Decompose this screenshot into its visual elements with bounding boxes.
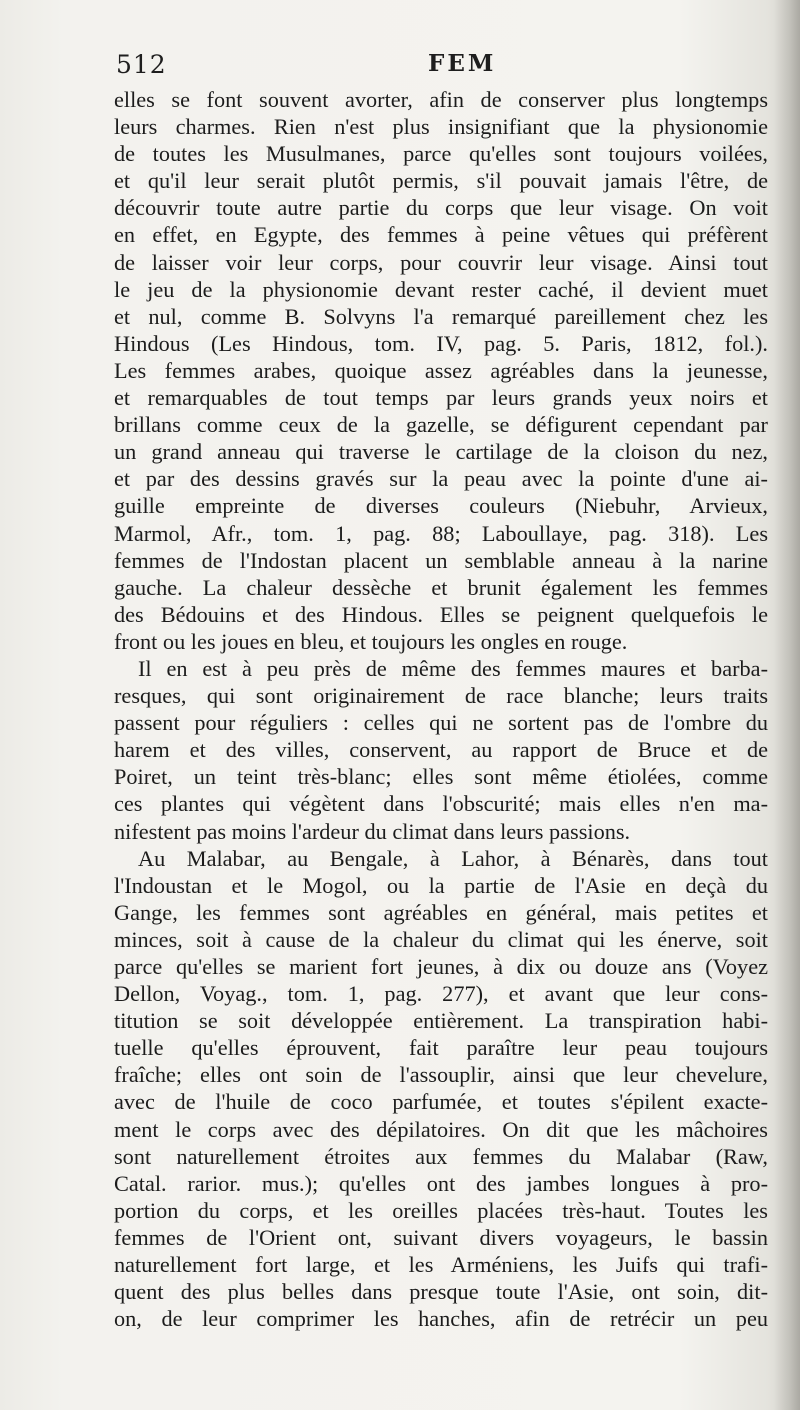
page-edge-shadow bbox=[774, 0, 800, 1410]
text-line: Il en est à peu près de même des femmes maures et barba- bbox=[138, 655, 768, 681]
text-line: front ou les joues en bleu, et toujours les ongles en rouge. bbox=[114, 628, 628, 654]
text-line: le jeu de la physionomie devant rester caché, il devient muet bbox=[114, 276, 768, 302]
text-line: tuelle qu'elles éprouvent, fait paraître leur peau toujours bbox=[114, 1035, 768, 1061]
text-line: titution se soit développée entièrement. La transpiration habi- bbox=[114, 1008, 768, 1034]
text-line: Les femmes arabes, quoique assez agréables dans la jeunesse, bbox=[114, 357, 768, 383]
text-line: brillans comme ceux de la gazelle, se défigurent cependant par bbox=[114, 412, 768, 438]
text-line: en effet, en Egypte, des femmes à peine vêtues qui préfèrent bbox=[114, 222, 768, 248]
text-line: et qu'il leur serait plutôt permis, s'il pouvait jamais l'être, de bbox=[114, 168, 768, 194]
page-header bbox=[116, 50, 766, 90]
text-line: portion du corps, et les oreilles placées très-haut. Toutes les bbox=[114, 1197, 768, 1223]
text-line: harem et des villes, conservent, au rapport de Bruce et de bbox=[114, 737, 768, 763]
text-line: gauche. La chaleur dessèche et brunit également les femmes bbox=[114, 574, 768, 600]
text-line: et remarquables de tout temps par leurs grands yeux noirs et bbox=[114, 385, 768, 411]
text-line: elles se font souvent avorter, afin de conserver plus longtemps bbox=[114, 87, 768, 112]
text-line: minces, soit à cause de la chaleur du climat qui les énerve, soit bbox=[114, 926, 768, 952]
text-line: naturellement fort large, et les Arméniens, les Juifs qui trafi- bbox=[114, 1252, 768, 1278]
text-line: et par des dessins gravés sur la peau avec la pointe d'une ai- bbox=[114, 466, 768, 492]
text-line: sont naturellement étroites aux femmes du Malabar (Raw, bbox=[114, 1143, 768, 1169]
text-line: de toutes les Musulmanes, parce qu'elles sont toujours voilées, bbox=[114, 141, 768, 167]
text-line: découvrir toute autre partie du corps que leur visage. On voit bbox=[114, 195, 768, 221]
text-line: Catal. rarior. mus.); qu'elles ont des jambes longues à pro- bbox=[114, 1170, 768, 1196]
text-line: resques, qui sont originairement de race blanche; leurs traits bbox=[114, 683, 768, 709]
text-line: guille empreinte de diverses couleurs (Niebuhr, Arvieux, bbox=[114, 493, 768, 519]
text-line: ment le corps avec des dépilatoires. On dit que les mâchoires bbox=[114, 1116, 768, 1142]
text-line: Hindous (Les Hindous, tom. IV, pag. 5. Paris, 1812, fol.). bbox=[114, 330, 768, 356]
text-line: quent des plus belles dans presque toute l'Asie, ont soin, dit- bbox=[114, 1279, 768, 1305]
text-line: femmes de l'Orient ont, suivant divers voyageurs, le bassin bbox=[114, 1224, 768, 1250]
text-line: fraîche; elles ont soin de l'assouplir, ainsi que leur chevelure, bbox=[114, 1062, 768, 1088]
text-line: Au Malabar, au Bengale, à Lahor, à Bénarès, dans tout bbox=[138, 845, 768, 871]
text-line: on, de leur comprimer les hanches, afin de retrécir un peu bbox=[114, 1306, 768, 1332]
text-line: un grand anneau qui traverse le cartilage de la cloison du nez, bbox=[114, 439, 768, 465]
body-text bbox=[114, 86, 768, 1332]
text-line: ces plantes qui végètent dans l'obscurité; mais elles n'en ma- bbox=[114, 791, 768, 817]
text-line: l'Indoustan et le Mogol, ou la partie de l'Asie en deçà du bbox=[114, 872, 768, 898]
text-line: Gange, les femmes sont agréables en général, mais petites et bbox=[114, 899, 768, 925]
text-line: leurs charmes. Rien n'est plus insignifiant que la physionomie bbox=[114, 114, 768, 140]
text-line: nifestent pas moins l'ardeur du climat dans leurs passions. bbox=[114, 818, 631, 844]
text-line: femmes de l'Indostan placent un semblable anneau à la narine bbox=[114, 547, 768, 573]
running-head: FEM bbox=[428, 50, 497, 77]
text-line: Dellon, Voyag., tom. 1, pag. 277), et avant que leur cons- bbox=[114, 981, 768, 1007]
text-line: Marmol, Afr., tom. 1, pag. 88; Laboullaye, pag. 318). Les bbox=[114, 520, 768, 546]
text-line: parce qu'elles se marient fort jeunes, à dix ou douze ans (Voyez bbox=[114, 954, 768, 979]
text-line: passent pour réguliers : celles qui ne sortent pas de l'ombre du bbox=[114, 710, 768, 736]
text-line: avec de l'huile de coco parfumée, et toutes s'épilent exacte- bbox=[114, 1089, 768, 1115]
text-line: de laisser voir leur corps, pour couvrir leur visage. Ainsi tout bbox=[114, 249, 768, 275]
text-line: des Bédouins et des Hindous. Elles se peignent quelquefois le bbox=[114, 601, 768, 627]
text-line: et nul, comme B. Solvyns l'a remarqué pareillement chez les bbox=[114, 303, 768, 329]
page-number: 512 bbox=[116, 50, 167, 79]
text-line: Poiret, un teint très-blanc; elles sont même étiolées, comme bbox=[114, 764, 768, 790]
